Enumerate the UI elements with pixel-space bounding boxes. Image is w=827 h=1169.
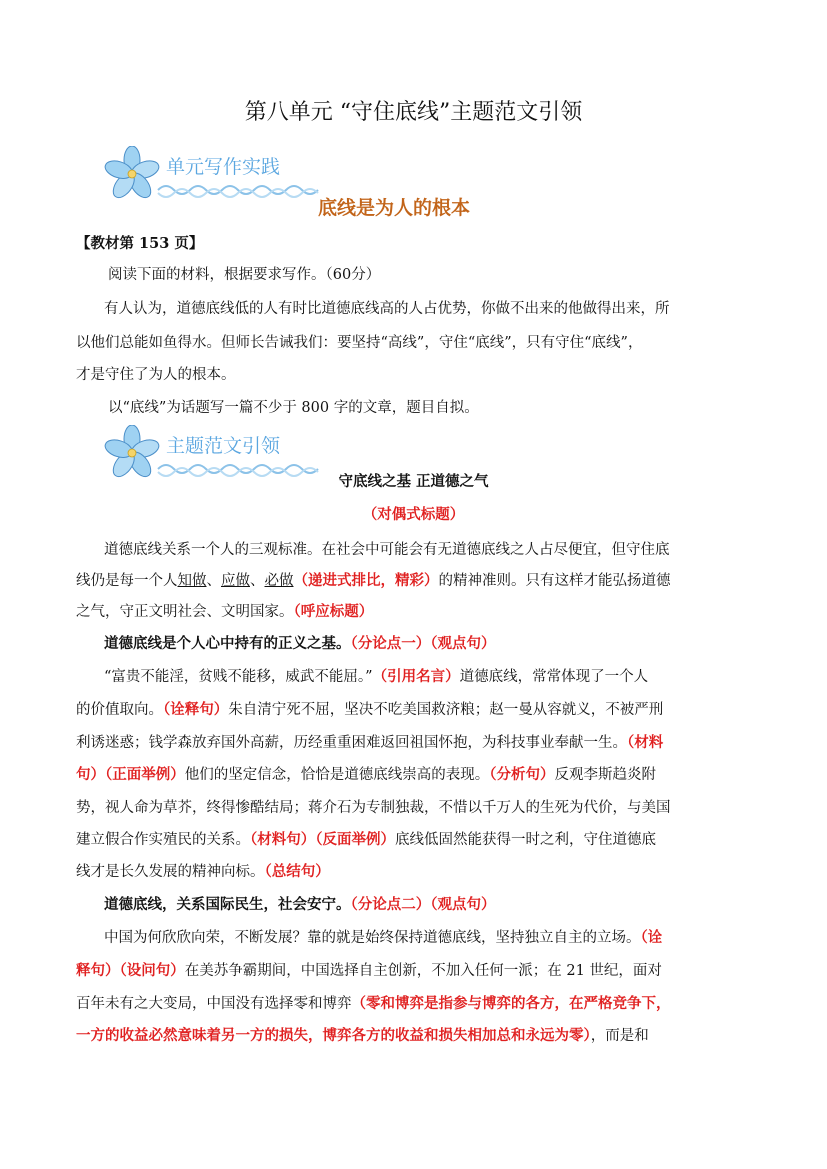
annotation: （总结句）: [264, 863, 330, 880]
page-title: 第八单元 “守住底线”主题范文引领: [244, 100, 583, 125]
essay-line: 释句）（设问句）在美苏争霸期间，中国选择自主创新，不加入任何一派；在 21 世纪，面对: [76, 962, 662, 979]
essay-line: 的价值取向。（诠释句）朱自清宁死不屈，坚决不吃美国救济粮；赵一曼从容就义，不被严刑: [76, 701, 664, 718]
writing-requirement: 以“底线”为话题写一篇不少于 800 字的文章，题目自拟。: [108, 400, 479, 416]
essay-line: 句）（正面举例）他们的坚定信念，恰恰是道德底线崇高的表现。（分析句）反观李斯趋炎附: [76, 766, 656, 783]
annotation: （设问句）: [119, 962, 185, 979]
annotation: （分析句）: [489, 766, 555, 783]
material-line: 以他们总能如鱼得水。但师长告诫我们：要坚持“高线”，守住“底线”，只有守住“底线”，: [76, 335, 643, 351]
essay-line: 线才是长久发展的精神向标。（总结句）: [76, 863, 330, 880]
essay-title-note: （对偶式标题）: [362, 506, 465, 523]
essay-line: 建立假合作实殖民的关系。（材料句）（反面举例）底线低固然能获得一时之利，守住道德底: [76, 831, 656, 848]
essay-line: “富贵不能淫，贫贱不能移，威武不能屈。”（引用名言）道德底线，常常体现了一个人: [104, 668, 649, 685]
textbook-reference: 【教材第 153 页】: [76, 235, 204, 252]
annotation: （诠: [640, 929, 663, 946]
annotation: （材料句）: [250, 831, 316, 848]
section-banner-writing-practice: [100, 146, 320, 208]
annotation: （正面举例）: [105, 766, 185, 783]
annotation: （零和博弈是指参与博弈的各方，在严格竞争下，: [351, 995, 671, 1012]
annotation: （材料: [627, 734, 664, 751]
annotation: 释句）: [76, 962, 120, 979]
annotation: （观点句）: [430, 635, 496, 652]
essay-line: 线仍是每一个人知做、应做、必做（递进式排比，精彩）的精神准则。只有这样才能弘扬道德: [76, 572, 671, 589]
essay-line: 道德底线关系一个人的三观标准。在社会中可能会有无道德底线之人占尽便宜，但守住底: [104, 542, 670, 558]
material-line: 有人认为，道德底线低的人有时比道德底线高的人占优势，你做不出来的他做得出来，所: [104, 301, 670, 317]
material-line: 才是守住了为人的根本。: [76, 367, 236, 383]
annotation: （递进式排比，精彩）: [293, 572, 439, 589]
essay-line: 百年未有之大变局，中国没有选择零和博弈（零和博弈是指参与博弈的各方，在严格竞争下，: [76, 995, 671, 1012]
essay-line: 之气，守正文明社会、文明国家。（呼应标题）: [76, 603, 374, 620]
annotation: （诠释句）: [163, 701, 229, 718]
essay-line: 中国为何欣欣向荣，不断发展？靠的就是始终保持道德底线，坚持独立自主的立场。（诠: [104, 929, 663, 946]
sub-argument-2: 道德底线，关系国际民生，社会安宁。（分论点二）（观点句）: [104, 896, 496, 913]
writing-instruction: 阅读下面的材料，根据要求写作。（60分）: [108, 267, 381, 283]
sub-argument-1: 道德底线是个人心中持有的正义之基。（分论点一）（观点句）: [104, 635, 496, 652]
essay-line: 势，视人命为草芥，终得惨酷结局；蒋介石为专制独裁，不惜以千万人的生死为代价，与美国: [76, 800, 671, 816]
annotation: （观点句）: [430, 896, 496, 913]
annotation: （反面举例）: [315, 831, 395, 848]
annotation: （呼应标题）: [293, 603, 374, 620]
essay-line: 利诱迷惑；钱学森放弃国外高薪，历经重重困难返回祖国怀抱，为科技事业奉献一生。（材料: [76, 734, 664, 751]
annotation: （分论点二）: [350, 896, 431, 913]
section-banner-label: 单元写作实践: [166, 156, 281, 178]
section-banner-label: 主题范文引领: [166, 435, 281, 457]
annotation: 句）: [76, 766, 105, 783]
annotation: （引用名言）: [372, 668, 460, 685]
essay-topic: 底线是为人的根本: [318, 197, 471, 219]
essay-title: 守底线之基 正道德之气: [338, 473, 489, 490]
essay-line: 一方的收益必然意味着另一方的损失，博弈各方的收益和损失相加总和永远为零），而是和: [76, 1027, 649, 1044]
annotation: 一方的收益必然意味着另一方的损失，博弈各方的收益和损失相加总和永远为零）: [76, 1027, 591, 1044]
annotation: （分论点一）: [350, 635, 431, 652]
